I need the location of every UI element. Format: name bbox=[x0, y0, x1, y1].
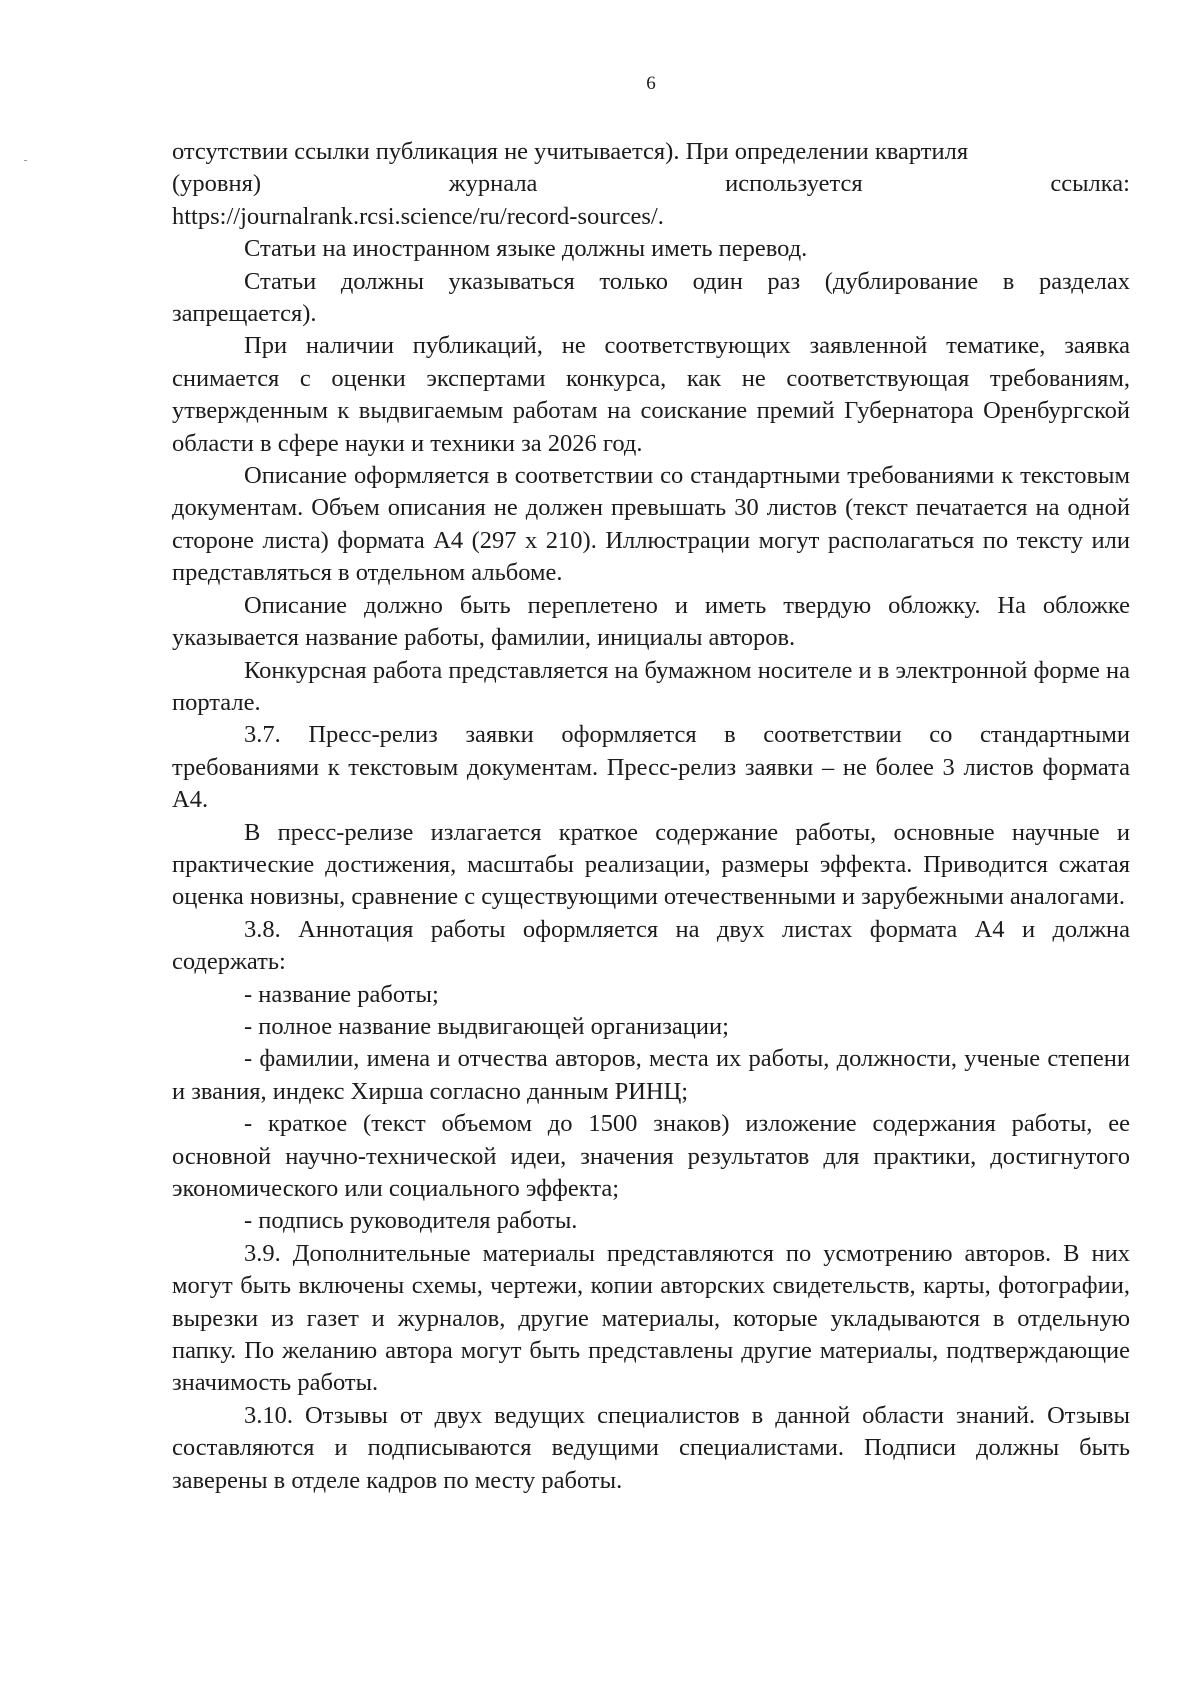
paragraph-binding: Описание должно быть переплетено и иметь твердую обложку. На обложке указывается название работы, фамилии, инициалы авторов. bbox=[172, 591, 1130, 652]
paragraph-3-7: 3.7. Пресс-релиз заявки оформляется в соответствии со стандартными требованиями к текстовым документам. Пресс-релиз заявки – не более 3 листов формата А4. bbox=[172, 721, 1130, 814]
paragraph-3-9: 3.9. Дополнительные материалы представляются по усмотрению авторов. В них могут быть включены схемы, чертежи, копии авторских свидетельств, карты, фотографии, вырезки из газет и журналов, другие материалы, которые укладываются в отдельную папку. По желанию автора могут быть представлены другие материалы, подтверждающие значимость работы. bbox=[172, 1239, 1130, 1397]
list-item: - название работы; bbox=[244, 980, 439, 1008]
paragraph-no-duplicates: Статьи должны указываться только один раз (дублирование в разделах запрещается). bbox=[172, 267, 1130, 328]
paragraph-submission-form: Конкурсная работа представляется на бумажном носителе и в электронной форме на портале. bbox=[172, 656, 1130, 716]
page-number: 6 bbox=[646, 73, 656, 94]
list-item: - подпись руководителя работы. bbox=[244, 1207, 578, 1235]
spread-word: ссылка: bbox=[1050, 170, 1130, 198]
document-body bbox=[172, 136, 1130, 1497]
spread-word: (уровня) bbox=[172, 170, 262, 198]
paragraph-3-8: 3.8. Аннотация работы оформляется на двух листах формата А4 и должна содержать: bbox=[172, 915, 1130, 976]
paragraph-description-format: Описание оформляется в соответствии со стандартными требованиями к текстовым документам. Объем описания не должен превышать 30 листов (текст печатается на одной стороне листа) формата А4 (297 х 210). Иллюстрации могут располагаться по тексту или представляться в отдельном альбоме. bbox=[172, 462, 1130, 587]
spread-word: используется bbox=[725, 170, 863, 198]
paragraph-press-release: В пресс-релизе излагается краткое содержание работы, основные научные и практические достижения, масштабы реализации, размеры эффекта. Приводится сжатая оценка новизны, сравнение с существующими отечественными и зарубежными аналогами. bbox=[172, 818, 1130, 911]
list-item: - полное название выдвигающей организации; bbox=[244, 1012, 729, 1040]
paragraph-translation: Статьи на иностранном языке должны иметь перевод. bbox=[244, 235, 808, 263]
list-item: - фамилии, имена и отчества авторов, места их работы, должности, ученые степени и звания, индекс Хирша согласно данным РИНЦ; bbox=[172, 1045, 1130, 1105]
list-item: - краткое (текст объемом до 1500 знаков) изложение содержания работы, ее основной научно-технической идеи, значения результатов для практики, достигнутого экономического или социального эффекта; bbox=[172, 1110, 1130, 1202]
margin-scan-mark bbox=[24, 160, 27, 161]
paragraph-continuation: отсутствии ссылки публикация не учитывается). При определении квартиля bbox=[172, 138, 969, 165]
spread-word: журнала bbox=[448, 170, 538, 198]
paragraph-topic-mismatch: При наличии публикаций, не соответствующих заявленной тематике, заявка снимается с оценки экспертами конкурса, как не соответствующая требованиям, утвержденным к выдвигаемым работам на соискание премий Губернатора Оренбургской области в сфере науки и техники за 2026 год. bbox=[172, 332, 1130, 457]
url-line: https://journalrank.rcsi.science/ru/record-sources/. bbox=[172, 202, 664, 230]
spread-line bbox=[172, 168, 1130, 200]
document-page bbox=[172, 70, 1130, 1497]
paragraph-3-10: 3.10. Отзывы от двух ведущих специалистов в данной области знаний. Отзывы составляются и подписываются ведущими специалистами. Подписи должны быть заверены в отделе кадров по месту работы. bbox=[172, 1401, 1130, 1494]
